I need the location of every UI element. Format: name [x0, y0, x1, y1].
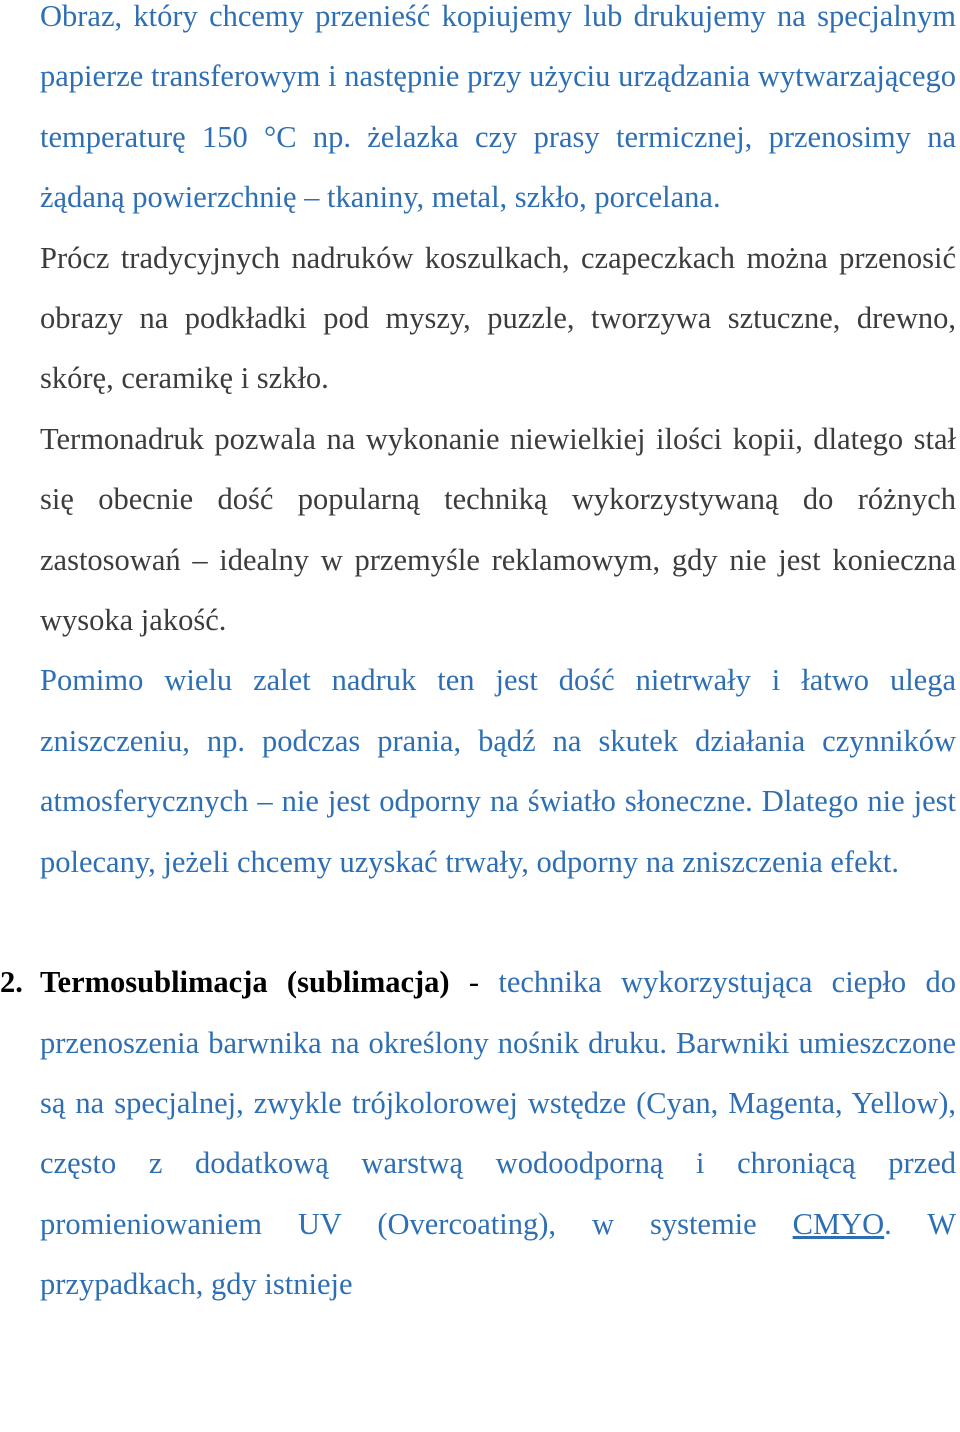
paragraph-uses: Prócz tradycyjnych nadruków koszulkach, czapeczkach można przenosić obrazy na podkładki pod myszy, puzzle, tworzywa sztuczne, drewno, skórę, ceramikę i szkło.	[40, 240, 956, 396]
list-number: 2.	[0, 965, 23, 1000]
definition-text: technika wykorzystująca ciepło do przenoszenia barwnika na określony nośnik druku. Barwniki umieszczone są na specjalnej, zwykle trójkolorowej wstędze (Cyan, Magenta, Yellow), często z dodatkową warstwą wodoodporną i chroniącą przed promieniowaniem UV (Overcoating), w systemie	[40, 965, 956, 1241]
paragraph-popularity: Termonadruk pozwala na wykonanie niewielkiej ilości kopii, dlatego stał się obecnie dość popularną techniką wykorzystywaną do różnych zastosowań – idealny w przemyśle reklamowym, gdy nie jest konieczna wysoka jakość.	[40, 421, 956, 638]
paragraph-transfer-process: Obraz, który chcemy przenieść kopiujemy lub drukujemy na specjalnym papierze transferowym i następnie przy użyciu urządzania wytwarzającego temperaturę 150 °C np. żelazka czy prasy termicznej, przenosimy na żądaną powierzchnię – tkaniny, metal, szkło, porcelana.	[40, 0, 956, 215]
section-spacer	[40, 892, 956, 952]
cmyo-link[interactable]: CMYO	[792, 1206, 885, 1241]
definition-text-continued: . W przypadkach, gdy istnieje	[40, 1206, 956, 1302]
term-heading: Termosublimacja (sublimacja)	[40, 965, 450, 1000]
list-item-termosublimacja	[0, 952, 956, 1314]
paragraph-drawbacks: Pomimo wielu zalet nadruk ten jest dość nietrwały i łatwo ulega zniszczeniu, np. podczas prania, bądź na skutek działania czynników atmosferycznych – nie jest odporny na światło słoneczne. Dlatego nie jest polecany, jeżeli chcemy uzyskać trwały, odporny na zniszczenia efekt.	[40, 663, 956, 879]
term-dash: -	[449, 965, 499, 1000]
